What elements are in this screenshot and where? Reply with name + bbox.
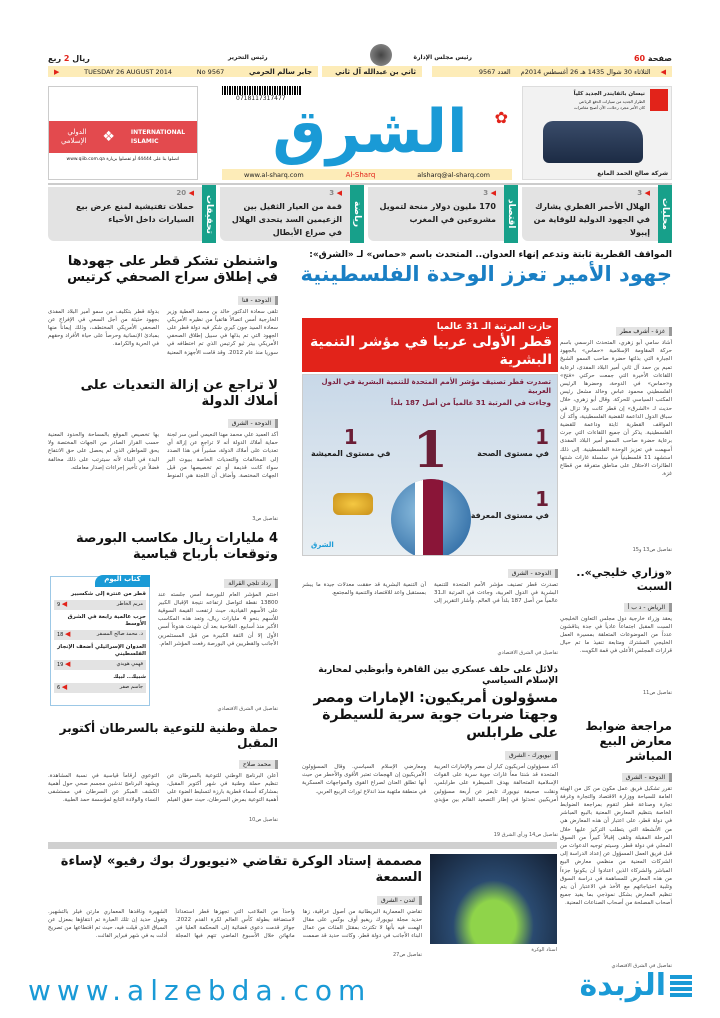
lead-headline[interactable]: جهود الأمير تعزز الوحدة الفلسطينية [300,262,672,287]
hdi-kicker: حازت المرتبة الـ 31 عالميا [436,322,552,332]
article-headline[interactable]: لا تراجع عن إزالة التعديات على أملاك الدولة [80,377,278,409]
emblem-icon [370,44,392,66]
article-body: تقاضي المعمارية البريطانية من أصول عراقية، زها حديد مجلة نيويورك ريفيو أوف بوكس على مقال الهمت فيه بأنها لا تكترث بمقتل المئات من عمال البناء الأجانب في دولة قطر. وكانت حديد قد صممت واحداً من الملاعب التي تجهزها قطر استعداداً لاستضافة بطولة كأس العالم لكرة القدم 2022. جوائز قدمت دعوى قضائية إلى المحكمة العليا في مانهاتن خلال الأسبوع الماضي تتهم فيها المجلة الشهيرة وناقدها المعماري مارتن فيلر بالتشهير. وتقول حديد إن تلك العبارة تم انتقاؤها بمعزل عن السياق الذي قيلت فيه، حيث تم اقتطاعها من تصريح أدلت به في شهر فبراير الفائت. [48,908,422,940]
writer-article-title: حرب عالمية رابعة في الشرق الأوسط [67,613,146,627]
page-ref: 20 [176,189,187,197]
page-count-value: 60 [633,54,646,63]
item-label: في مستوى المعيشة [311,449,391,458]
board-name: ثاني بن عبدالله آل ثاني [322,66,422,77]
writers-title: كتاب اليوم [95,575,150,587]
date-ar: الثلاثاء 30 شوال 1435 هـ 26 أغسطس 2014م [520,67,651,76]
ad-brand-en: ISLAMIC [130,138,159,145]
article-headline[interactable]: مصممة إستاد الوكرة تقاضي «نيويورك بوك رفيو» لإساءة السمعة [60,854,422,886]
qiib-logo-icon: ❖ [102,129,115,145]
article-headline[interactable]: واشنطن تشكر قطر على جهودها في إطلاق سراح الصحفي كرتيس [67,254,278,286]
teaser-local[interactable]: محليات ◀ 3 الهلال الأحمر القطري يشارك في الجهود الدولية للوقاية من إيبولا [522,187,672,241]
article-headline[interactable]: مسؤولون أمريكيون: الإمارات ومصر وجهتا ضربات جوية سرية للسيطرة على طرابلس [313,689,558,741]
left-column [48,254,278,824]
writer-item[interactable]: قطر من عنترة إلى شكسبير مريم الخاطر ◀ 9 [54,591,146,610]
globe-image [391,479,471,556]
page-ref: 18 [57,631,64,638]
hdi-item-knowledge [471,487,549,521]
article-body: أكد العميد علي محمد مهنا النعيمي أمين سر لجنة حماية أملاك الدولة أنه لا تراجع عن إزالة أي تعديات على أملاك الدولة، مشيراً في هذا الصدد إلى المخالفات والتعديات الخاصة ببيوت البر سواء كانت قديمة أو تم تخصيصها من قبل الجهات المختصة. وأضاف أن اللجنة هي المنوط بها تخصيص الموقع بالمساحة والحدود المعنية حسب القرار الصادر من الجهات المختصة ولا يحق للمواطن الذي لم يحصل على حق الانتفاع البدء في البناء لأنه سيترتب على ذلك مخالفة فضلاً عن تأخير إجراءات إصدار معاملته. [48,432,278,480]
section-label: رياضة [350,185,364,243]
barcode-number: 0718117317477 [236,95,286,102]
lead-headline-block [284,250,672,288]
details-link[interactable]: تفاصيل ص11 [643,689,672,696]
byline: لندن - الشرق [377,896,422,905]
hdi-banner [302,318,558,372]
watermark-logo [579,968,692,1003]
price-unit: ريال [72,54,90,63]
logo: الشرق [272,97,468,167]
section-label: محليات [658,185,672,243]
qiib-ad[interactable] [48,86,198,180]
hdi-item-living [311,425,391,459]
teaser-title: قمة من العيار الثقيل بين الزعيمين السد يتحدى الهلال في صراع الأبطال [231,202,342,237]
date-bar-ar: ◀ الثلاثاء 30 شوال 1435 هـ 26 أغسطس 2014م العدد 9567 [432,66,672,77]
writer-article-title: شبيك.. لبيك [113,673,146,680]
nissan-logo-icon [650,89,668,111]
coins-icon [333,493,373,515]
page-header: صفحة 60 رئيس مجلس الإدارة رئيس التحرير ريال 2 ربع ◀ الثلاثاء 30 شوال 1435 هـ 26 أغسطس 2014م العدد 9567 ثاني بن عبدالله آل ثاني جابر سالم الحرمي No 9567 TUESDAY 26 AUGUST 2014 ▶ [48,54,672,78]
ad-line: كان الأمر مجرد رحلات، الآن أصبح مغامرات [573,105,645,110]
byline: الدوحة - قنا [238,296,278,305]
masthead-logo [222,86,512,180]
page-ref: 19 [57,661,64,668]
teaser-title: حملات تفتيشية لمنع عرض بيع السيارات داخل الأحياء [76,202,194,224]
page-label: صفحة [647,54,672,63]
editor-name: جابر سالم الحرمي [248,67,312,76]
bourse-article [48,531,278,713]
rank-number: 1 [413,420,448,479]
page-ref: 6 [57,684,61,691]
article-headline[interactable]: 4 مليارات ريال مكاسب البورصة وتوقعات بأرباح قياسية [76,531,278,563]
lead-kicker: المواقف القطرية ثابتة وتدعم إنهاء العدوان.. المتحدث باسم «حماس» لـ «الشرق»: [309,250,672,260]
byline: محمد صلاح [239,760,278,769]
page-count [634,54,672,63]
ad-brand-ar: الإسلامي [60,137,87,145]
details-link[interactable]: تفاصيل ص3 [252,516,278,522]
ad-line: الطراز الجديد من سيارات الدفع الرباعي [578,99,645,104]
middle-column [302,318,558,839]
article-headline[interactable]: مراجعة ضوابط معارض البيع المباشر [585,718,672,763]
hdi-infographic [302,374,558,556]
nissan-ad[interactable] [522,86,672,180]
page-ref: 3 [329,189,335,197]
right-column [560,318,672,970]
teaser-title: الهلال الأحمر القطري يشارك في الجهود الدولية للوقاية من إيبولا [533,202,650,237]
page-ref: 3 [637,189,643,197]
section-label: تحقيقات [202,185,216,243]
board-title: رئيس مجلس الإدارة [413,54,472,61]
item-number: 1 [343,425,358,449]
encroach-article [48,378,278,524]
article-body: أكد مسؤولون أمريكيون كبار أن مصر والإمارات العربية المتحدة قد شنتا معاً غارات جوية سرية على القوات الإسلامية المتحالفة بهدف السيطرة على طرابلس، ونقلت صحيفة نيويورك تايمز عن أربعة مسؤولين أمريكيين تحدثوا في إطار التصعيد القائم بين مؤيدي ومعارضي الإسلام السياسي. وقال المسؤولون الأمريكيون إن الهجمات تعتبر الأقوى والأخطر من حيث أنها تطلق العنان لصراع القوى والمواجهات العسكرية في منطقة ملتهبة منذ اندلاع ثورات الربيع العربي. [302,764,558,803]
stadium-photo [430,854,557,944]
details-link[interactable]: تفاصيل ص27 [393,951,422,958]
byline: الرياض - د ب أ [624,603,672,612]
ad-footer: اتصلوا بنا على 44444 أو تفضلوا بزيارة www.qiib.com.qa [66,157,180,162]
wakrah-article [48,854,422,959]
article-body: تقرر تشكيل فريق عمل مكون من كل من الهيئة العامة للسياحة ووزارة الاقتصاد والتجارة وغرفة تجارة وصناعة قطر لتقوم بمراجعة الضوابط الخاصة بتنظيم المعارض المعنية بالبيع المباشر في دولة قطر، على اعتبار أن هذه المعارض هي من الأنشطة التي يتطلب التركيز عليها خلال المرحلة المقبلة وتلقى إقبالاً كبيراً من السوق المحلي في دولة قطر. وسيتم توجيه الدعوات من قبل فريق العمل المسؤول عن إعداد الدراسة إلى الشركات المعنية من منظمي معارض البيع المباشر والشركاء الذين اعتادوا أن يكونوا جزءاً من هذه المعارض للمساهمة في دراسة السوق وتلبية احتياجاتهم مع الأخذ في الاعتبار أن يتم تنظيم المعارض بشكل نموذجي بما يفيد جميع أصحاب المصلحة من أصحاب الصناعات المعنية. [560,785,672,907]
item-number: 1 [535,487,549,511]
byline: نيويورك - الشرق [505,751,558,760]
ad-brand-en: INTERNATIONAL [130,129,186,136]
writer-item[interactable]: العدوان الإسرائيلي أضعف الإنجاز الفلسطيني فهمي هويدي ◀ 19 [54,644,146,670]
price-label: ربع [48,54,62,63]
libya-article [302,665,558,839]
expo-article [560,719,672,970]
details-link[interactable]: تفاصيل ص10 [249,816,278,823]
divider-band [48,842,557,849]
article-body: تلقى سعادة الدكتور خالد بن محمد العطية وزير الخارجية أمس اتصالاً هاتفياً من نظيره الأمريكي سعادة السيد جون كيري شكر فيه دولة قطر على الجهود التي تم بذلها في سبيل إطلاق الصحفي الأمريكي بيتر ثيو كرتيس الذي تم اختطافه في سوريا منذ عام 2012. وقد قامت الأجهزة المعنية بدولة قطر بتكليف من سمو أمير البلاد المفدى بجهود حثيثة من أجل السعي في الإفراج عن الصحفي الأمريكي المختطف، وذلك إيماناً منها بمبادئ الإنسانية وحرصاً على حياة الأفراد وحقهم في الحرية والكرامة. [48,308,278,356]
lines-icon [670,975,692,997]
article-body: يعقد وزراء خارجية دول مجلس التعاون الخليجي السبت المقبل اجتماعاً عادياً في جدة يناقشون عدداً من الموضوعات المتعلقة بمسيرة العمل الخليجي المشترك ومتابعة تنفيذ ما تم حيال قرارات المجلس الأعلى في قمة الكويت. [560,615,672,655]
hdi-headline[interactable]: قطر الأولى عربيا في مؤشر التنمية البشرية [309,334,552,368]
ad-brand-ar: الدولي [67,128,87,136]
writer-name: د. محمد صالح المسفر [96,630,143,637]
page-ref: 3 [483,189,489,197]
watermark-url[interactable]: www.alzebda.com [28,974,372,1007]
byline: الدوحة - الشرق [508,569,558,578]
article-body: اختتم المؤشر العام للبورصة أمس جلسته عند 13800 نقطة لتواصل ارتفاعه نتيجة الإقبال الكبير على الأسهم القيادية، حيث ارتفعت القيمة السوقية للأسهم بنحو 4 مليارات ريال، وتعد هذه المكاسب الأكبر منذ أسابيع. الفلاحية بعد أن شهدت هدوءاً أمس الأول إلا أن الثقة الكبيرة من قبل المستثمرين الأجانب والقطريين في البورصة رفعت المؤشر العام. [158,591,278,647]
email: alsharq@al-sharq.com [417,170,491,179]
writer-article-title: العدوان الإسرائيلي أضعف الإنجاز الفلسطيني [57,643,146,657]
photo-caption: استاد الوكرة [531,947,557,953]
section-label: اقتصاد [504,185,518,243]
teaser-investigations[interactable]: تحقيقات ◀ 20 حملات تفتيشية لمنع عرض بيع السيارات داخل الأحياء [48,187,216,241]
writer-item[interactable]: شبيك.. لبيك جاسم صفر ◀ 6 [54,674,146,693]
editor-title: رئيس التحرير [228,54,268,61]
details-link[interactable]: تفاصيل ص14 ورأي الشرق 19 [493,832,558,838]
washington-article [48,254,278,366]
teaser-title: 170 مليون دولار منحة لتمويل مشروعين في المغرب [379,202,496,224]
writer-name: مريم الخاطر [116,600,143,607]
info-line: وجاءت في المرتبة 31 عالمياً من أصل 187 بلداً [390,399,551,407]
article-kicker: دلائل على حلف عسكري بين القاهرة وأبوظبي لمحاربة الإسلام السياسي [318,665,558,687]
website: www.al-sharq.com [244,170,304,179]
ad-footer: شركة صالح الحمد المانع [597,170,668,177]
info-line: تصدرت قطر تصنيف مؤشر الأمم المتحدة للتنمية البشرية في الدول العربية [321,378,551,395]
byline: غزة - أشرف مطر [616,327,672,336]
price: 2 [63,54,70,63]
article-body: تصدرت قطر تصنيف مؤشر الأمم المتحدة للتنمية البشرية في الدول العربية، وجاءت في المرتبة الـ31 عالمياً من أصل 187 بلداً في العالم. وأشار التقرير إلى أن التنمية البشرية قد حققت معدلات جيدة ما يبشر بمستقبل واعد للاقتصاد والتنمية والمجتمع. [302,582,558,605]
details-link[interactable]: تفاصيل في الشرق الاقتصادي [497,650,558,656]
logo-en: Al-Sharq [345,170,376,179]
writers-box [50,576,150,706]
lotus-icon: ✿ [494,108,508,127]
hdi-article [302,560,558,657]
details-link[interactable]: تفاصيل ص13 و15 [632,547,672,553]
byline: الدوحة - الشرق [228,419,278,428]
gulf-article [560,566,672,697]
cancer-article [48,721,278,824]
byline: رداد تلجي القرالة [224,579,278,588]
graphic-credit: الشرق [311,541,334,549]
article-headline[interactable]: «وزاري خليجي».. السبت [576,566,672,593]
teaser-sports[interactable]: رياضة ◀ 3 قمة من العيار الثقيل بين الزعيمين السد يتحدى الهلال في صراع الأبطال [220,187,364,241]
teaser-economy[interactable]: اقتصاد ◀ 3 170 مليون دولار منحة لتمويل مشروعين في المغرب [368,187,518,241]
writer-name: جاسم صفر [119,683,143,690]
page-ref: 9 [57,601,61,608]
barcode [222,86,302,95]
item-number: 1 [535,425,549,449]
hdi-item-health [477,425,549,459]
item-label: في مستوى المعرفة [470,511,549,520]
details-link[interactable]: تفاصيل في الشرق الاقتصادي [611,962,672,969]
item-label: في مستوى الصحة [477,449,549,458]
article-headline[interactable]: حملة وطنية للتوعية بالسرطان أكتوبر المقبل [59,720,278,750]
issue-en: No 9567 [196,67,225,76]
lead-article [560,318,672,554]
car-image [543,121,643,163]
byline: الدوحة - الشرق [622,773,672,782]
issue-ar: العدد 9567 [478,67,511,76]
date-en: TUESDAY 26 AUGUST 2014 [84,67,173,76]
writer-name: فهمي هويدي [116,660,143,667]
watermark-logo-text: الزبدة [579,968,666,1003]
writer-article-title: قطر من عنترة إلى شكسبير [71,590,146,597]
article-body: أشاد سامي أبو زهري، المتحدث الرسمي باسم حركة المقاومة الإسلامية «حماس» بالجهود الجبارة التي بذلتها حضرة صاحب السمو الشيخ تميم بن حمد آل ثاني أمير البلاد المفدى، لرعاية اللقاءات الأخيرة التي جمعت حركتي «فتح» و«حماس» في الدوحة، وحضرها الرئيس الفلسطيني محمود عباس وخالد مشعل رئيس المكتب السياسي للحركة. وقال أبو زهري، خلال حديث لـ «الشرق» إن قطر كانت ولا تزال في سباق الدول الداعمة للقضية الفلسطينية، وأكد أن المواقف القطرية ثابتة وداعمة للقضية الفلسطينية. يذكر أن جميع اللقاءات التي جرت برعاية حضرة صاحب السمو أمير البلاد المفدى أسهمت في تعزيز الوحدة الفلسطينية. إلى ذلك استشهد 11 فلسطينياً في سلسلة غارات شنتها الطائرات الاحتلال على مناطق متفرقة من قطاع غزة. [560,340,672,478]
writer-item[interactable]: حرب عالمية رابعة في الشرق الأوسط د. محمد صالح المسفر ◀ 18 [54,614,146,640]
article-body: أعلن البرنامج الوطني للتوعية بالسرطان عن تنظيم حملة وطنية في شهر أكتوبر المقبل، بمشاركة أسماء قطرية بارزة لتسليط الضوء على أهمية التوعية بمرض السرطان، حيث حقق الفيلم التوعوي أرقاماً قياسية في نسبة المشاهدة. ويشهد البرنامج تدشين مجسم صحي حول أهمية الكشف المبكر عن السرطان في مستشفى النساء والولادة التابع لمؤسسة حمد الطبية. [48,772,278,804]
details-link[interactable]: تفاصيل في الشرق الاقتصادي [217,705,278,712]
ad-title: نيسان باثفايندر الجديد كلياً [573,91,645,97]
